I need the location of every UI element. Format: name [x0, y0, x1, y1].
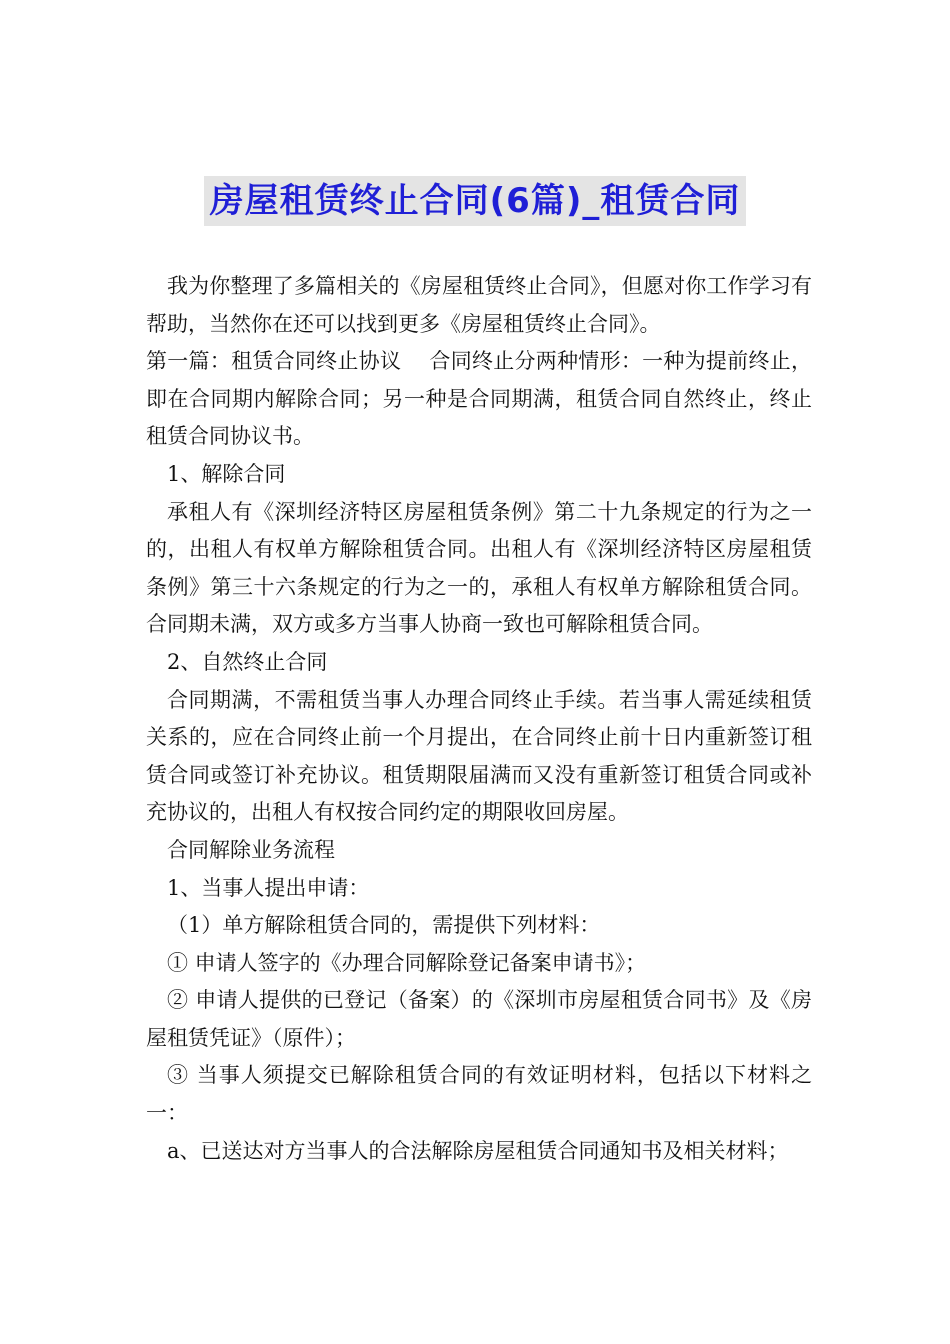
material-item-1: ① 申请人签字的《办理合同解除登记备案申请书》； — [167, 950, 647, 975]
process-substep-1: （1）单方解除租赁合同的，需提供下列材料： — [167, 913, 601, 938]
document-title: 房屋租赁终止合同(6篇)_租赁合同 — [204, 176, 747, 226]
title-container — [0, 176, 950, 226]
heading-terminate-contract: 1、解除合同 — [167, 461, 286, 486]
heading-process: 合同解除业务流程 — [167, 837, 335, 862]
process-step-1: 1、当事人提出申请： — [167, 875, 370, 900]
heading-natural-termination: 2、自然终止合同 — [167, 649, 328, 674]
terminate-contract-paragraph: 承租人有《深圳经济特区房屋租赁条例》第二十九条规定的行为之一的，出租人有权单方解除租赁合同。出租人有《深圳经济特区房屋租赁条例》第三十六条规定的行为之一的，承租人有权单方解除租赁合同。合同期未满，双方或多方当事人协商一致也可解除租赁合同。 — [146, 499, 812, 637]
material-item-3: ③ 当事人须提交已解除租赁合同的有效证明材料，包括以下材料之一： — [146, 1063, 812, 1126]
section-one-paragraph: 第一篇：租赁合同终止协议 合同终止分两种情形：一种为提前终止，即在合同期内解除合同；另一种是合同期满，租赁合同自然终止，终止租赁合同协议书。 — [146, 349, 812, 449]
natural-termination-paragraph: 合同期满，不需租赁当事人办理合同终止手续。若当事人需延续租赁关系的，应在合同终止前一个月提出，在合同终止前十日内重新签订租赁合同或签订补充协议。租赁期限届满而又没有重新签订租赁合同或补充协议的，出租人有权按合同约定的期限收回房屋。 — [146, 687, 812, 825]
material-item-2: ② 申请人提供的已登记（备案）的《深圳市房屋租赁合同书》及《房屋租赁凭证》（原件）； — [146, 988, 812, 1050]
intro-paragraph: 我为你整理了多篇相关的《房屋租赁终止合同》，但愿对你工作学习有帮助，当然你在还可以找到更多《房屋租赁终止合同》。 — [146, 274, 812, 336]
document-body — [146, 268, 812, 1170]
material-item-a: a、已送达对方当事人的合法解除房屋租赁合同通知书及相关材料； — [167, 1138, 789, 1163]
